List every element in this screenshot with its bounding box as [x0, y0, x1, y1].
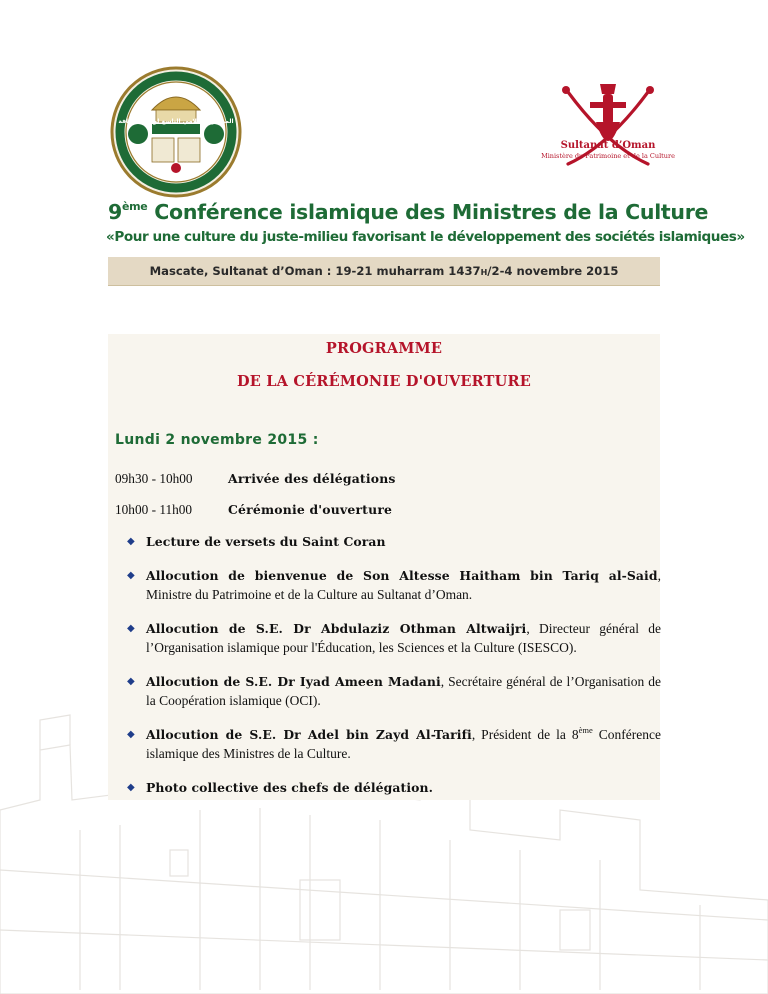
item-bold: Lecture de versets du Saint Coran	[146, 534, 386, 549]
date-line-a: Mascate, Sultanat d’Oman : 19-21 muharram 1437	[149, 264, 481, 278]
title-prefix-sup: ème	[121, 200, 148, 213]
slot-label: Cérémonie d'ouverture	[228, 502, 393, 517]
list-item	[127, 532, 661, 551]
list-item	[127, 725, 661, 763]
conference-logo-arabic: المؤتمر الإسلامي التاسع لوزراء الثقافة	[118, 118, 234, 125]
diamond-bullet-icon: ◆	[127, 729, 135, 740]
list-item	[127, 778, 661, 797]
conference-logo	[108, 64, 244, 200]
item-bold: Allocution de bienvenue de Son Altesse Haitham bin Tariq al-Said	[146, 568, 658, 583]
item-bold: Photo collective des chefs de délégation.	[146, 780, 434, 795]
item-sup: ème	[578, 725, 593, 735]
date-line-h: H	[480, 268, 488, 277]
item-rest: , Président de la 8	[471, 727, 579, 742]
title-prefix: 9	[108, 200, 122, 224]
diamond-bullet-icon: ◆	[127, 536, 135, 547]
programme-subtitle: DE LA CÉRÉMONIE D'OUVERTURE	[236, 373, 531, 390]
list-item	[127, 619, 661, 657]
date-band	[108, 257, 660, 286]
programme-title: PROGRAMME	[325, 340, 443, 357]
list-item	[127, 672, 661, 710]
slot-time: 09h30 - 10h00	[115, 471, 193, 486]
item-rest: , Ministre du Patrimoine et de la Culture au Sultanat d’Oman.	[146, 568, 661, 602]
item-bold: Allocution de S.E. Dr Iyad Ameen Madani	[146, 674, 441, 689]
item-rest: , Directeur général de l’Organisation islamique pour l'Éducation, les Sciences et la Culture (ISESCO).	[146, 621, 661, 655]
diamond-bullet-icon: ◆	[127, 623, 135, 634]
title-main: Conférence islamique des Ministres de la Culture	[147, 200, 709, 224]
slot-time: 10h00 - 11h00	[115, 502, 193, 517]
diamond-bullet-icon: ◆	[127, 782, 135, 793]
list-item	[127, 566, 661, 604]
oman-name: Sultanat d’Oman	[560, 140, 656, 151]
date-line-b: /2-4 novembre 2015	[487, 264, 619, 278]
day-heading: Lundi 2 novembre 2015 :	[115, 432, 319, 448]
item-rest: , Secrétaire général de l’Organisation de la Coopération islamique (OCI).	[146, 674, 661, 708]
schedule-slot	[115, 502, 392, 518]
oman-ministry: Ministère du Patrimoine et de la Culture	[541, 152, 675, 160]
conference-title	[108, 200, 709, 224]
item-bold: Allocution de S.E. Dr Abdulaziz Othman Altwaijri	[146, 621, 527, 636]
item-rest2: Conférence islamique des Ministres de la Culture.	[146, 727, 661, 761]
conference-subtitle: «Pour une culture du juste-milieu favorisant le développement des sociétés islamiques»	[106, 229, 745, 245]
item-bold: Allocution de S.E. Dr Adel bin Zayd Al-Tarifi	[146, 727, 472, 742]
slot-label: Arrivée des délégations	[228, 471, 396, 486]
diamond-bullet-icon: ◆	[127, 570, 135, 581]
ceremony-items	[127, 532, 661, 812]
diamond-bullet-icon: ◆	[127, 676, 135, 687]
schedule-slot	[115, 471, 396, 487]
